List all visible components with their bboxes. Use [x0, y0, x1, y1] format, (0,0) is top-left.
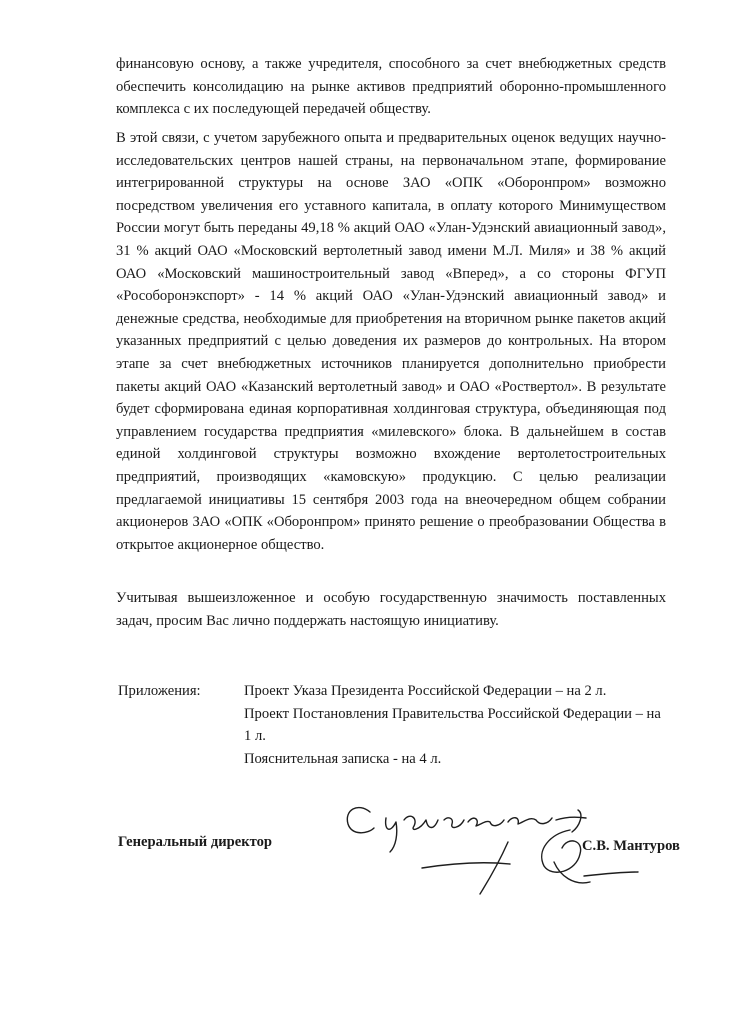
attachment-item: Проект Постановления Правительства Российской Федерации – на 1 л.	[244, 705, 661, 745]
body-paragraph-2: В этой связи, с учетом зарубежного опыта и предварительных оценок ведущих научно-исследовательских центров нашей страны, на первоначальном этапе, формирование интегрированной структуры на основе ЗАО «ОПК «Оборонпром» возможно посредством увеличения его уставного капитала, в оплату которого Минимуществом России могут быть переданы 49,18 % акций ОАО «Улан-Удэнский авиационный завод», 31 % акций ОАО «Московский вертолетный завод имени М.Л. Миля» и 38 % акций ОАО «Московский машиностроительный завод «Вперед», а со стороны ФГУП «Рособоронэкспорт» - 14 % акций ОАО «Улан-Удэнский авиационный завод» и денежные средства, необходимые для приобретения на вторичном рынке пакетов акций указанных предприятий с целью доведения их размеров до контрольных. На втором этапе за счет внебюджетных источников планируется дополнительно приобрести пакеты акций ОАО «Казанский вертолетный завод» и ОАО «Роствертол». В результате будет сформирована единая корпоративная холдинговая структура, объединяющая под управлением государства предприятия «милевского» блока. В дальнейшем в состав единой холдинговой структуры возможно вхождение вертолетостроительных предприятий, производящих «камовскую» продукцию. С целью реализации предлагаемой инициативы 15 сентября 2003 года на внеочередном общем собрании акционеров ЗАО «ОПК «Оборонпром» принято решение о преобразовании Общества в открытое акционерное общество.	[116, 130, 666, 553]
attachments-label: Приложения:	[118, 683, 201, 699]
attachment-item: Проект Указа Президента Российской Федерации – на 2 л.	[244, 683, 607, 699]
signer-name: С.В. Мантуров	[582, 838, 680, 854]
attachment-item: Пояснительная записка - на 4 л.	[244, 750, 442, 767]
attachments-list	[244, 680, 668, 770]
signer-title: Генеральный директор	[118, 834, 273, 850]
body-paragraph-1: финансовую основу, а также учредителя, способного за счет внебюджетных средств обеспечить консолидацию на рынке активов предприятий оборонно-промышленного комплекса с их последующей передачей обществу.	[116, 56, 666, 118]
body-paragraph-3: Учитывая вышеизложенное и особую государственную значимость поставленных задач, просим Вас лично поддержать настоящую инициативу.	[116, 590, 666, 629]
